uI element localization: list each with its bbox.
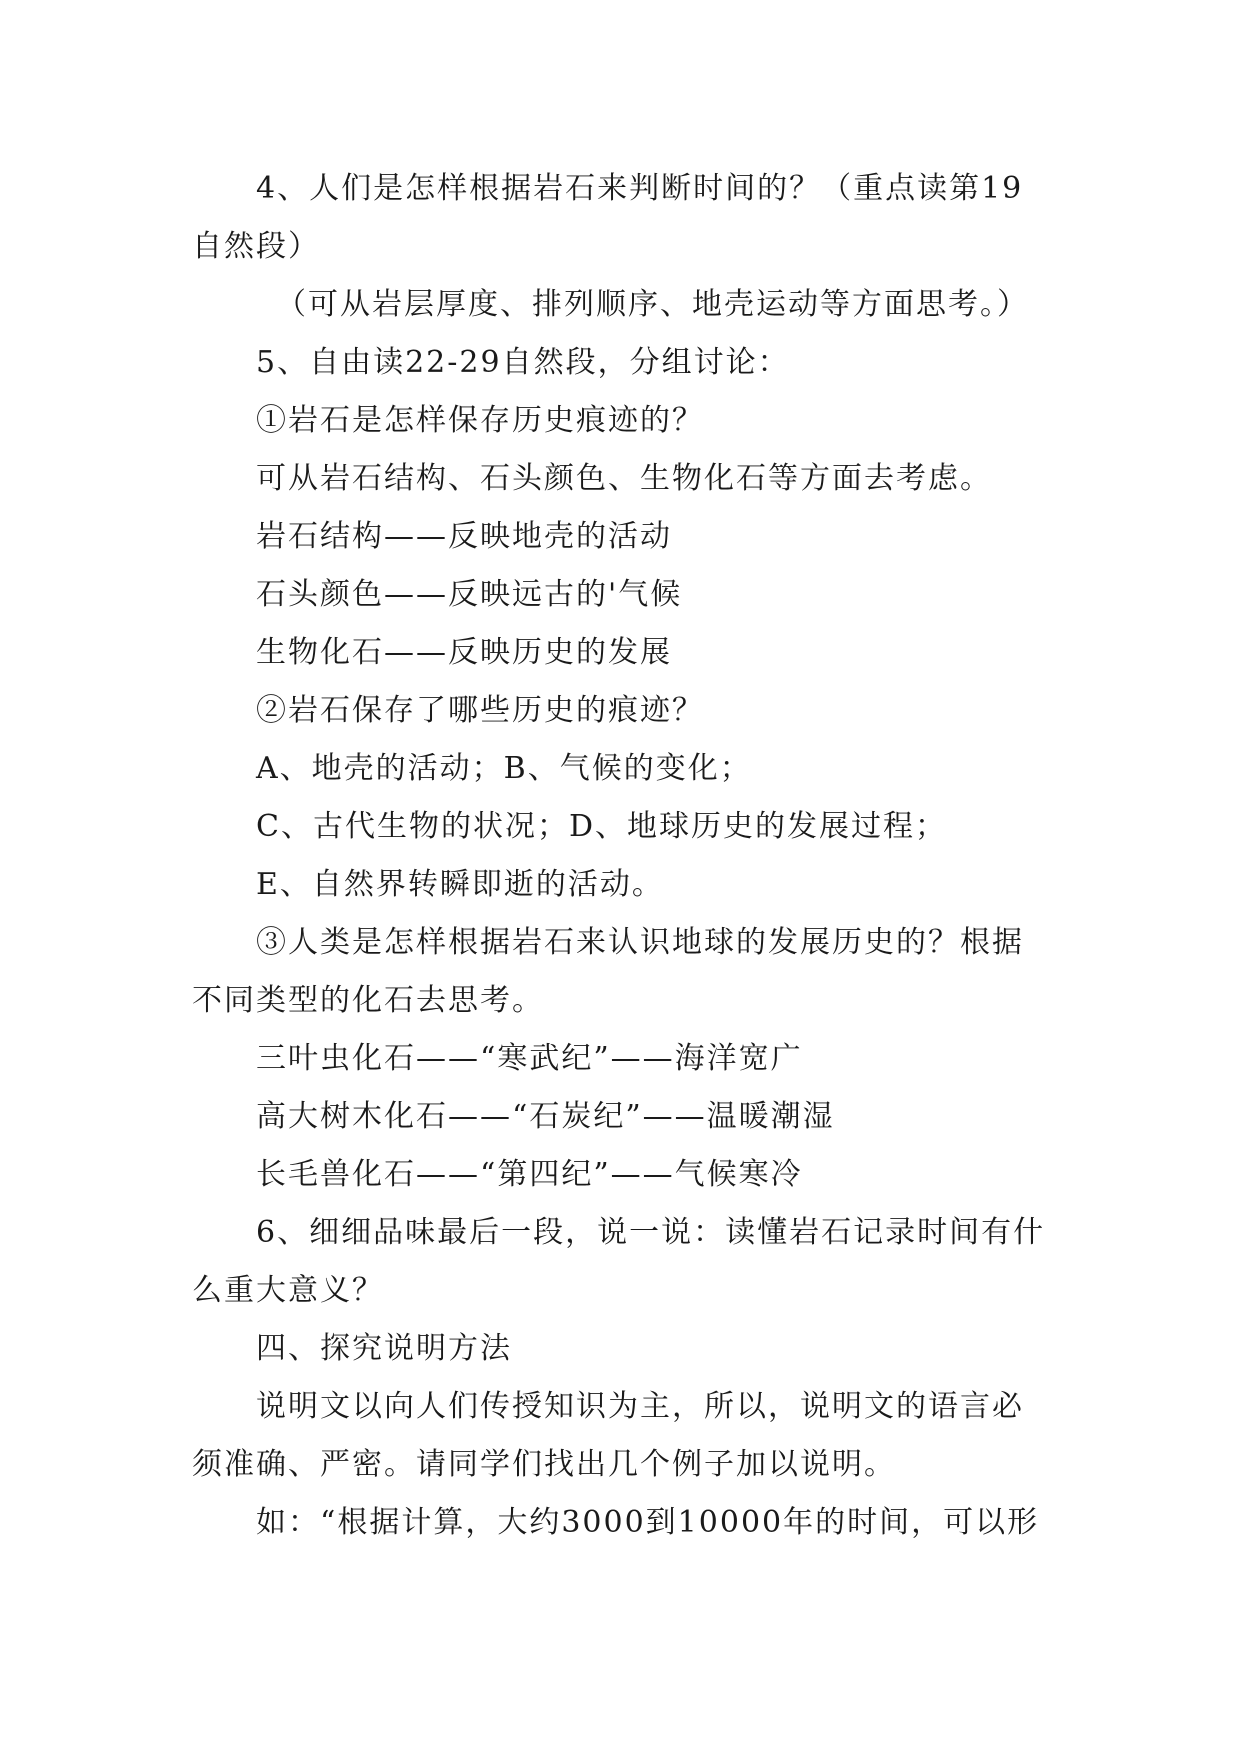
paragraph-option-cd: C、古代生物的状况；D、地球历史的发展过程； <box>256 809 948 844</box>
paragraph-question-6: 6、细细品味最后一段，说一说：读懂岩石记录时间有什么重大意义？ <box>192 1215 1046 1308</box>
paragraph-stone-color: 石头颜色——反映远古的'气候 <box>256 577 683 612</box>
paragraph-fossils: 生物化石——反映历史的发展 <box>256 635 672 670</box>
paragraph-option-e: E、自然界转瞬即逝的活动。 <box>256 867 664 902</box>
paragraph-question-4: 4、人们是怎样根据岩石来判断时间的？（重点读第19自然段） <box>192 171 1024 264</box>
document-body <box>192 160 1052 1552</box>
paragraph-tree-fossil: 高大树木化石——“石炭纪”——温暖潮湿 <box>256 1099 835 1134</box>
paragraph-explanation: 说明文以向人们传授知识为主，所以，说明文的语言必须准确、严密。请同学们找出几个例子加以说明。 <box>192 1389 1024 1482</box>
paragraph-hint-4: （可从岩层厚度、排列顺序、地壳运动等方面思考。） <box>276 287 1029 322</box>
paragraph-hint-sub-1: 可从岩石结构、石头颜色、生物化石等方面去考虑。 <box>256 461 992 496</box>
paragraph-question-5: 5、自由读22-29自然段，分组讨论： <box>256 345 790 380</box>
paragraph-rock-structure: 岩石结构——反映地壳的活动 <box>256 519 672 554</box>
paragraph-sub-1: ①岩石是怎样保存历史痕迹的？ <box>256 403 704 438</box>
section-heading-4: 四、探究说明方法 <box>256 1331 512 1366</box>
paragraph-option-ab: A、地壳的活动；B、气候的变化； <box>256 751 752 786</box>
paragraph-sub-3: ③人类是怎样根据岩石来认识地球的发展历史的？根据不同类型的化石去思考。 <box>192 925 1024 1018</box>
paragraph-mammoth: 长毛兽化石——“第四纪”——气候寒冷 <box>256 1157 803 1192</box>
paragraph-example: 如：“根据计算，大约3000到10000年的时间，可以形 <box>256 1505 1040 1540</box>
paragraph-trilobite: 三叶虫化石——“寒武纪”——海洋宽广 <box>256 1041 803 1076</box>
paragraph-sub-2: ②岩石保存了哪些历史的痕迹？ <box>256 693 704 728</box>
